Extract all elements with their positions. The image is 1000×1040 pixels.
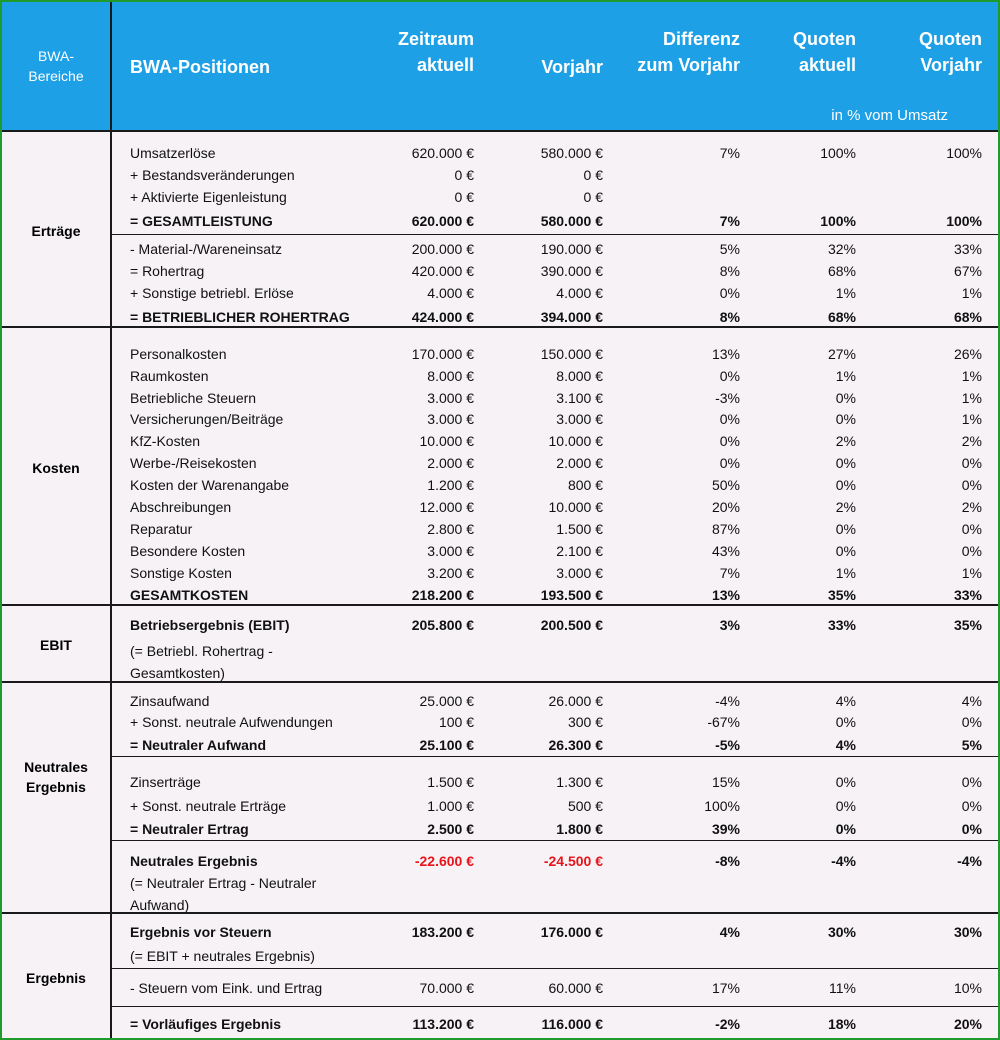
row-label: + Sonst. neutrale Erträge bbox=[130, 798, 287, 814]
quote-current: -4% bbox=[831, 853, 856, 869]
quote-current: 0% bbox=[835, 774, 856, 790]
quote-previous: 0% bbox=[961, 798, 982, 814]
value-previous: 1.300 € bbox=[556, 774, 603, 790]
header-area: BWA- Bereiche bbox=[28, 48, 84, 84]
quote-current: 0% bbox=[835, 821, 856, 837]
row-label: = Neutraler Aufwand bbox=[130, 737, 267, 753]
value-previous: 10.000 € bbox=[548, 433, 603, 449]
value-current: 25.100 € bbox=[419, 737, 474, 753]
value-current: 170.000 € bbox=[411, 346, 474, 362]
table-row bbox=[112, 164, 998, 186]
value-current: 200.000 € bbox=[411, 241, 474, 257]
value-current: 3.200 € bbox=[427, 565, 474, 581]
area-label-ebit: EBIT bbox=[40, 637, 72, 653]
area-label-neutrales-ergebnis: Neutrales Ergebnis bbox=[24, 759, 88, 795]
quote-previous: 0% bbox=[961, 774, 982, 790]
row-label: = Rohertrag bbox=[130, 263, 205, 279]
table-row bbox=[112, 690, 998, 712]
quote-current: 0% bbox=[835, 455, 856, 471]
value-previous: 2.100 € bbox=[556, 543, 603, 559]
value-difference: 17% bbox=[711, 980, 740, 996]
value-difference: 7% bbox=[719, 213, 740, 229]
quote-previous: 100% bbox=[946, 213, 982, 229]
table-row bbox=[112, 562, 998, 584]
quote-previous: 33% bbox=[953, 241, 982, 257]
row-label: = BETRIEBLICHER ROHERTRAG bbox=[130, 309, 350, 325]
value-previous: 8.000 € bbox=[556, 368, 603, 384]
table-row bbox=[112, 734, 998, 756]
value-current: 1.500 € bbox=[427, 774, 474, 790]
subsection-rule bbox=[112, 234, 998, 235]
quote-current: 68% bbox=[827, 263, 856, 279]
quote-previous: 67% bbox=[953, 263, 982, 279]
quote-previous: 1% bbox=[961, 565, 982, 581]
quote-current: 30% bbox=[827, 924, 856, 940]
quote-previous: 0% bbox=[961, 714, 982, 730]
quote-current: 0% bbox=[835, 411, 856, 427]
value-previous: 190.000 € bbox=[540, 241, 603, 257]
area-label-ertraege: Erträge bbox=[31, 223, 81, 239]
table-row bbox=[112, 387, 998, 409]
table-row bbox=[112, 142, 998, 164]
table-row bbox=[112, 343, 998, 365]
quote-current: 2% bbox=[835, 433, 856, 449]
value-current: 2.500 € bbox=[427, 821, 474, 837]
row-label: KfZ-Kosten bbox=[130, 433, 201, 449]
row-label: Versicherungen/Beiträge bbox=[130, 411, 284, 427]
value-previous: 4.000 € bbox=[556, 285, 603, 301]
table-row bbox=[112, 1013, 998, 1035]
quote-current: 27% bbox=[827, 346, 856, 362]
value-previous: 26.300 € bbox=[548, 737, 603, 753]
value-current: 25.000 € bbox=[419, 693, 474, 709]
value-difference: 13% bbox=[711, 587, 740, 603]
value-difference: 20% bbox=[711, 499, 740, 515]
quote-current: 0% bbox=[835, 714, 856, 730]
row-label: = Neutraler Ertrag bbox=[130, 821, 249, 837]
quote-current: 0% bbox=[835, 477, 856, 493]
quote-previous: 33% bbox=[953, 587, 982, 603]
table-row bbox=[112, 408, 998, 430]
table-row bbox=[112, 977, 998, 999]
row-label: Besondere Kosten bbox=[130, 543, 246, 559]
quote-previous: 30% bbox=[953, 924, 982, 940]
quote-previous: 68% bbox=[953, 309, 982, 325]
value-previous: 1.800 € bbox=[556, 821, 603, 837]
quote-previous: 20% bbox=[953, 1016, 982, 1032]
quote-previous: 35% bbox=[953, 617, 982, 633]
quote-previous: 0% bbox=[961, 821, 982, 837]
value-previous: 2.000 € bbox=[556, 455, 603, 471]
quote-current: 100% bbox=[820, 145, 856, 161]
quote-previous: 0% bbox=[961, 521, 982, 537]
value-difference: 87% bbox=[711, 521, 740, 537]
table-row bbox=[112, 260, 998, 282]
value-previous: 116.000 € bbox=[541, 1016, 603, 1032]
value-current: 2.000 € bbox=[427, 455, 474, 471]
value-difference: 13% bbox=[711, 346, 740, 362]
table-row bbox=[112, 496, 998, 518]
value-current: 4.000 € bbox=[427, 285, 474, 301]
row-label: + Sonstige betriebl. Erlöse bbox=[130, 285, 294, 301]
value-previous: 1.500 € bbox=[556, 521, 603, 537]
quote-current: 18% bbox=[827, 1016, 856, 1032]
table-row bbox=[112, 850, 998, 872]
row-label: Personalkosten bbox=[130, 346, 227, 362]
value-previous: 390.000 € bbox=[540, 263, 603, 279]
value-previous: 580.000 € bbox=[540, 145, 603, 161]
value-previous: 60.000 € bbox=[548, 980, 603, 996]
subsection-rule bbox=[112, 840, 998, 841]
value-current: 113.200 € bbox=[412, 1016, 474, 1032]
value-previous: 193.500 € bbox=[540, 587, 603, 603]
quote-previous: 1% bbox=[961, 285, 982, 301]
quote-current: 1% bbox=[835, 285, 856, 301]
value-current: 8.000 € bbox=[427, 368, 474, 384]
quote-current: 0% bbox=[835, 521, 856, 537]
quote-previous: 2% bbox=[961, 433, 982, 449]
quote-current: 100% bbox=[820, 213, 856, 229]
table-header bbox=[2, 2, 998, 130]
value-current: 1.000 € bbox=[427, 798, 474, 814]
table-row bbox=[112, 238, 998, 260]
value-difference: 100% bbox=[704, 798, 740, 814]
quote-previous: 1% bbox=[961, 390, 982, 406]
quote-previous: 0% bbox=[961, 455, 982, 471]
table-row bbox=[112, 474, 998, 496]
row-label: Ergebnis vor Steuern bbox=[130, 924, 272, 940]
value-difference: 0% bbox=[719, 368, 740, 384]
table-row bbox=[112, 186, 998, 208]
value-difference: -67% bbox=[707, 714, 740, 730]
value-previous: 10.000 € bbox=[548, 499, 603, 515]
quote-current: 0% bbox=[835, 390, 856, 406]
header-previous: Vorjahr bbox=[541, 57, 603, 77]
quote-previous: 1% bbox=[961, 368, 982, 384]
table-row bbox=[112, 365, 998, 387]
subsection-rule bbox=[112, 1006, 998, 1007]
value-current: 2.800 € bbox=[427, 521, 474, 537]
value-difference: -4% bbox=[715, 693, 740, 709]
quote-current: 2% bbox=[835, 499, 856, 515]
value-current: 100 € bbox=[438, 714, 474, 730]
quote-current: 4% bbox=[835, 737, 856, 753]
value-previous: 580.000 € bbox=[540, 213, 603, 229]
quote-previous: 2% bbox=[961, 499, 982, 515]
value-previous: 3.100 € bbox=[556, 390, 603, 406]
row-label: Zinsaufwand bbox=[130, 693, 210, 709]
header-diff-l1: Differenz bbox=[662, 29, 740, 49]
row-label: - Material-/Wareneinsatz bbox=[130, 241, 282, 257]
subsection-rule bbox=[112, 968, 998, 969]
value-previous: 3.000 € bbox=[556, 565, 603, 581]
note-ergebnis-vor-steuern: (= EBIT + neutrales Ergebnis) bbox=[130, 948, 315, 964]
value-difference: -3% bbox=[715, 390, 740, 406]
row-label: Sonstige Kosten bbox=[130, 565, 232, 581]
table-row bbox=[112, 795, 998, 817]
table-row bbox=[112, 921, 998, 943]
value-difference: 43% bbox=[711, 543, 740, 559]
row-label: Reparatur bbox=[130, 521, 193, 537]
header-positions: BWA-Positionen bbox=[130, 57, 270, 77]
value-previous: 3.000 € bbox=[556, 411, 603, 427]
table-row bbox=[112, 818, 998, 840]
row-label: Zinserträge bbox=[130, 774, 201, 790]
header-current-l2: aktuell bbox=[416, 55, 474, 75]
quote-previous: -4% bbox=[957, 853, 982, 869]
quote-previous: 10% bbox=[953, 980, 982, 996]
value-difference: 15% bbox=[711, 774, 740, 790]
value-difference: 0% bbox=[719, 433, 740, 449]
quote-current: 35% bbox=[827, 587, 856, 603]
value-previous: 150.000 € bbox=[540, 346, 603, 362]
area-label-kosten: Kosten bbox=[32, 460, 80, 476]
table-row bbox=[112, 430, 998, 452]
value-previous: -24.500 € bbox=[543, 853, 603, 869]
value-current: 10.000 € bbox=[419, 433, 474, 449]
value-difference: 8% bbox=[719, 263, 740, 279]
header-quote-current-l2: aktuell bbox=[798, 55, 856, 75]
row-label: Kosten der Warenangabe bbox=[130, 477, 290, 493]
value-previous: 200.500 € bbox=[540, 617, 603, 633]
value-current: 3.000 € bbox=[427, 390, 474, 406]
value-difference: 50% bbox=[711, 477, 740, 493]
value-previous: 500 € bbox=[567, 798, 603, 814]
area-label-ergebnis: Ergebnis bbox=[26, 970, 86, 986]
value-difference: 7% bbox=[719, 145, 740, 161]
table-row bbox=[112, 614, 998, 636]
row-label: Abschreibungen bbox=[130, 499, 232, 515]
value-difference: 5% bbox=[719, 241, 740, 257]
header-quote-current-l1: Quoten bbox=[793, 29, 856, 49]
value-difference: -5% bbox=[715, 737, 740, 753]
value-current: 0 € bbox=[454, 189, 474, 205]
row-label: = GESAMTLEISTUNG bbox=[130, 213, 273, 229]
quote-previous: 0% bbox=[961, 477, 982, 493]
value-current: 1.200 € bbox=[427, 477, 474, 493]
quote-previous: 100% bbox=[946, 145, 982, 161]
header-quote-previous-l1: Quoten bbox=[919, 29, 982, 49]
value-current: 424.000 € bbox=[411, 309, 474, 325]
row-label: Werbe-/Reisekosten bbox=[130, 455, 257, 471]
value-previous: 394.000 € bbox=[540, 309, 603, 325]
value-previous: 800 € bbox=[567, 477, 603, 493]
row-label: Umsatzerlöse bbox=[130, 145, 216, 161]
value-difference: 4% bbox=[719, 924, 740, 940]
value-current: -22.600 € bbox=[414, 853, 474, 869]
value-current: 183.200 € bbox=[411, 924, 474, 940]
value-difference: 8% bbox=[719, 309, 740, 325]
value-current: 218.200 € bbox=[411, 587, 474, 603]
header-quote-previous-l2: Vorjahr bbox=[920, 55, 982, 75]
table-row bbox=[112, 711, 998, 733]
row-label: - Steuern vom Eink. und Ertrag bbox=[130, 980, 323, 996]
value-current: 3.000 € bbox=[427, 411, 474, 427]
table-row bbox=[112, 540, 998, 562]
row-label: Raumkosten bbox=[130, 368, 209, 384]
quote-previous: 5% bbox=[961, 737, 982, 753]
quote-current: 1% bbox=[835, 368, 856, 384]
value-current: 12.000 € bbox=[419, 499, 474, 515]
value-current: 620.000 € bbox=[411, 213, 474, 229]
table-row bbox=[112, 452, 998, 474]
value-current: 3.000 € bbox=[427, 543, 474, 559]
row-label: + Sonst. neutrale Aufwendungen bbox=[130, 714, 333, 730]
header-divider bbox=[110, 2, 112, 130]
value-previous: 300 € bbox=[567, 714, 603, 730]
value-current: 205.800 € bbox=[411, 617, 474, 633]
quote-previous: 26% bbox=[953, 346, 982, 362]
subsection-rule bbox=[112, 756, 998, 757]
row-label: + Bestandsveränderungen bbox=[130, 167, 295, 183]
table-row bbox=[112, 771, 998, 793]
table-row bbox=[112, 282, 998, 304]
note-ebit: (= Betriebl. Rohertrag - Gesamtkosten) bbox=[130, 643, 273, 681]
row-label: = Vorläufiges Ergebnis bbox=[130, 1016, 282, 1032]
quote-current: 11% bbox=[829, 980, 856, 996]
value-current: 0 € bbox=[454, 167, 474, 183]
value-difference: 0% bbox=[719, 455, 740, 471]
value-difference: 7% bbox=[719, 565, 740, 581]
table-row bbox=[112, 210, 998, 232]
quote-current: 1% bbox=[835, 565, 856, 581]
value-current: 620.000 € bbox=[411, 145, 474, 161]
row-label: Neutrales Ergebnis bbox=[130, 853, 258, 869]
quote-current: 0% bbox=[835, 543, 856, 559]
value-difference: 0% bbox=[719, 285, 740, 301]
value-current: 70.000 € bbox=[419, 980, 474, 996]
row-label: GESAMTKOSTEN bbox=[130, 587, 249, 603]
value-difference: 0% bbox=[719, 411, 740, 427]
quote-previous: 1% bbox=[961, 411, 982, 427]
quote-previous: 0% bbox=[961, 543, 982, 559]
value-previous: 26.000 € bbox=[548, 693, 603, 709]
value-previous: 0 € bbox=[583, 189, 603, 205]
row-label: Betriebliche Steuern bbox=[130, 390, 257, 406]
table-row bbox=[112, 306, 998, 328]
value-previous: 0 € bbox=[583, 167, 603, 183]
header-diff-l2: zum Vorjahr bbox=[637, 55, 740, 75]
value-difference: -2% bbox=[715, 1016, 740, 1032]
value-difference: -8% bbox=[715, 853, 740, 869]
quote-current: 32% bbox=[827, 241, 856, 257]
header-current-l1: Zeitraum bbox=[397, 29, 474, 49]
value-current: 420.000 € bbox=[411, 263, 474, 279]
row-label: + Aktivierte Eigenleistung bbox=[130, 189, 287, 205]
value-difference: 39% bbox=[711, 821, 740, 837]
quote-current: 0% bbox=[835, 798, 856, 814]
value-difference: 3% bbox=[719, 617, 740, 633]
quote-previous: 4% bbox=[961, 693, 982, 709]
row-label: Betriebsergebnis (EBIT) bbox=[130, 617, 290, 633]
note-neutrales-ergebnis: (= Neutraler Ertrag - Neutraler Aufwand) bbox=[130, 875, 317, 913]
table-row bbox=[112, 584, 998, 606]
quote-current: 33% bbox=[827, 617, 856, 633]
value-previous: 176.000 € bbox=[540, 924, 603, 940]
quote-current: 4% bbox=[835, 693, 856, 709]
header-subnote: in % vom Umsatz bbox=[831, 107, 948, 124]
quote-current: 68% bbox=[827, 309, 856, 325]
table-row bbox=[112, 518, 998, 540]
